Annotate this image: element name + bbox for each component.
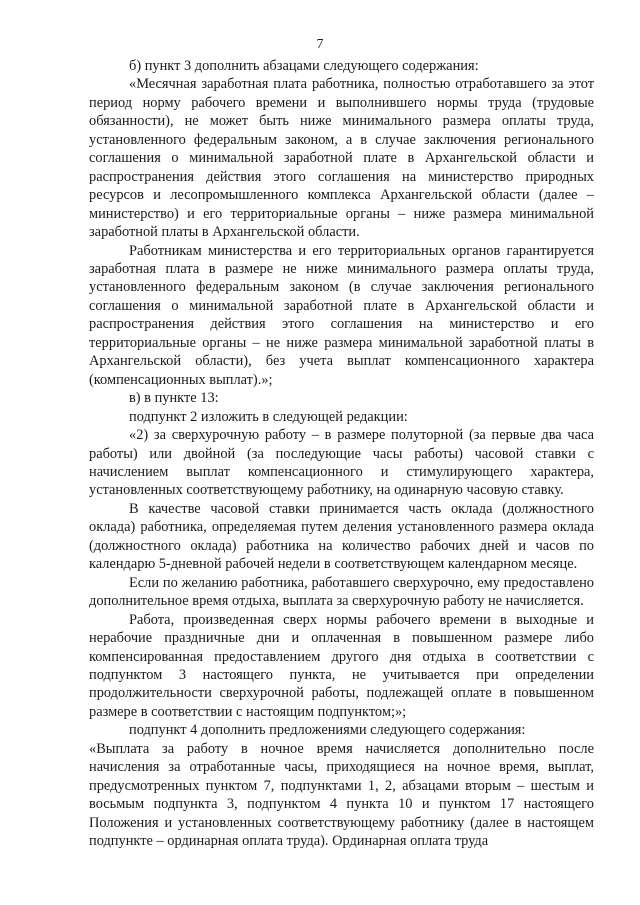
- paragraph: подпункт 2 изложить в следующей редакции:: [129, 408, 408, 425]
- paragraph: «2) за сверхурочную работу – в размере полуторной (за первые два часа работы) или двойной (за последующие часы работы) часовой ставки с начислением выплат компенсационного и стимулирующего характера, установленных соответствующему работнику, на одинарную часовую ставку.: [89, 427, 594, 499]
- paragraph: Работникам министерства и его территориальных органов гарантируется заработная плата в размере не ниже минимального размера оплаты труда, установленного федеральным законом (в случае заключения регионального соглашения о минимальной заработной плате в Архангельской области и распространения действия этого соглашения на министерство и его территориальные органы – не ниже размера минимальной заработной платы в Архангельской области), без учета выплат компенсационного характера (компенсационных выплат).»;: [89, 242, 594, 388]
- paragraph: Работа, произведенная сверх нормы рабочего времени в выходные и нерабочие праздничные дни и оплаченная в повышенном размере либо компенсированная предоставлением другого дня отдыха в соответствии с подпунктом 3 настоящего пункта, не учитывается при определении продолжительности сверхурочной работы, подлежащей оплате в повышенном размере в соответствии с настоящим подпунктом;»;: [89, 611, 594, 720]
- paragraph: в) в пункте 13:: [129, 390, 219, 407]
- document-body: [89, 57, 594, 850]
- paragraph: «Выплата за работу в ночное время начисляется дополнительно после начисления за отработанные часы, приходящиеся на ночное время, выплат, предусмотренных пунктом 7, подпунктами 1, 2, абзацами вторым – шестым и восьмым подпункта 3, подпунктом 4 пункта 10 и пунктом 17 настоящего Положения и установленных соответствующему работнику (далее в настоящем подпункте – ординарная оплата труда). Ординарная оплата труда: [89, 740, 594, 850]
- paragraph: В качестве часовой ставки принимается часть оклада (должностного оклада) работника, определяемая путем деления установленного размера оклада (должностного оклада) работника на количество рабочих дней и часов по календарю 5-дневной рабочей недели в соответствующем календарном месяце.: [89, 500, 594, 573]
- page-number: 7: [316, 36, 324, 51]
- paragraph: «Месячная заработная плата работника, полностью отработавшего за этот период норму рабочего времени и выполнившего нормы труда (трудовые обязанности), не может быть ниже минимального размера оплаты труда, установленного федеральным законом, а в случае заключения регионального соглашения о минимальной заработной плате в Архангельской области и распространения действия этого соглашения на министерство природных ресурсов и лесопромышленного комплекса Архангельской области (далее – министерство) и его территориальные органы – ниже размера минимальной заработной платы в Архангельской области.: [89, 76, 594, 241]
- paragraph: Если по желанию работника, работавшего сверхурочно, ему предоставлено дополнительное время отдыха, выплата за сверхурочную работу не начисляется.: [89, 574, 594, 610]
- paragraph: б) пункт 3 дополнить абзацами следующего содержания:: [129, 58, 479, 74]
- paragraph: подпункт 4 дополнить предложениями следующего содержания:: [129, 722, 526, 739]
